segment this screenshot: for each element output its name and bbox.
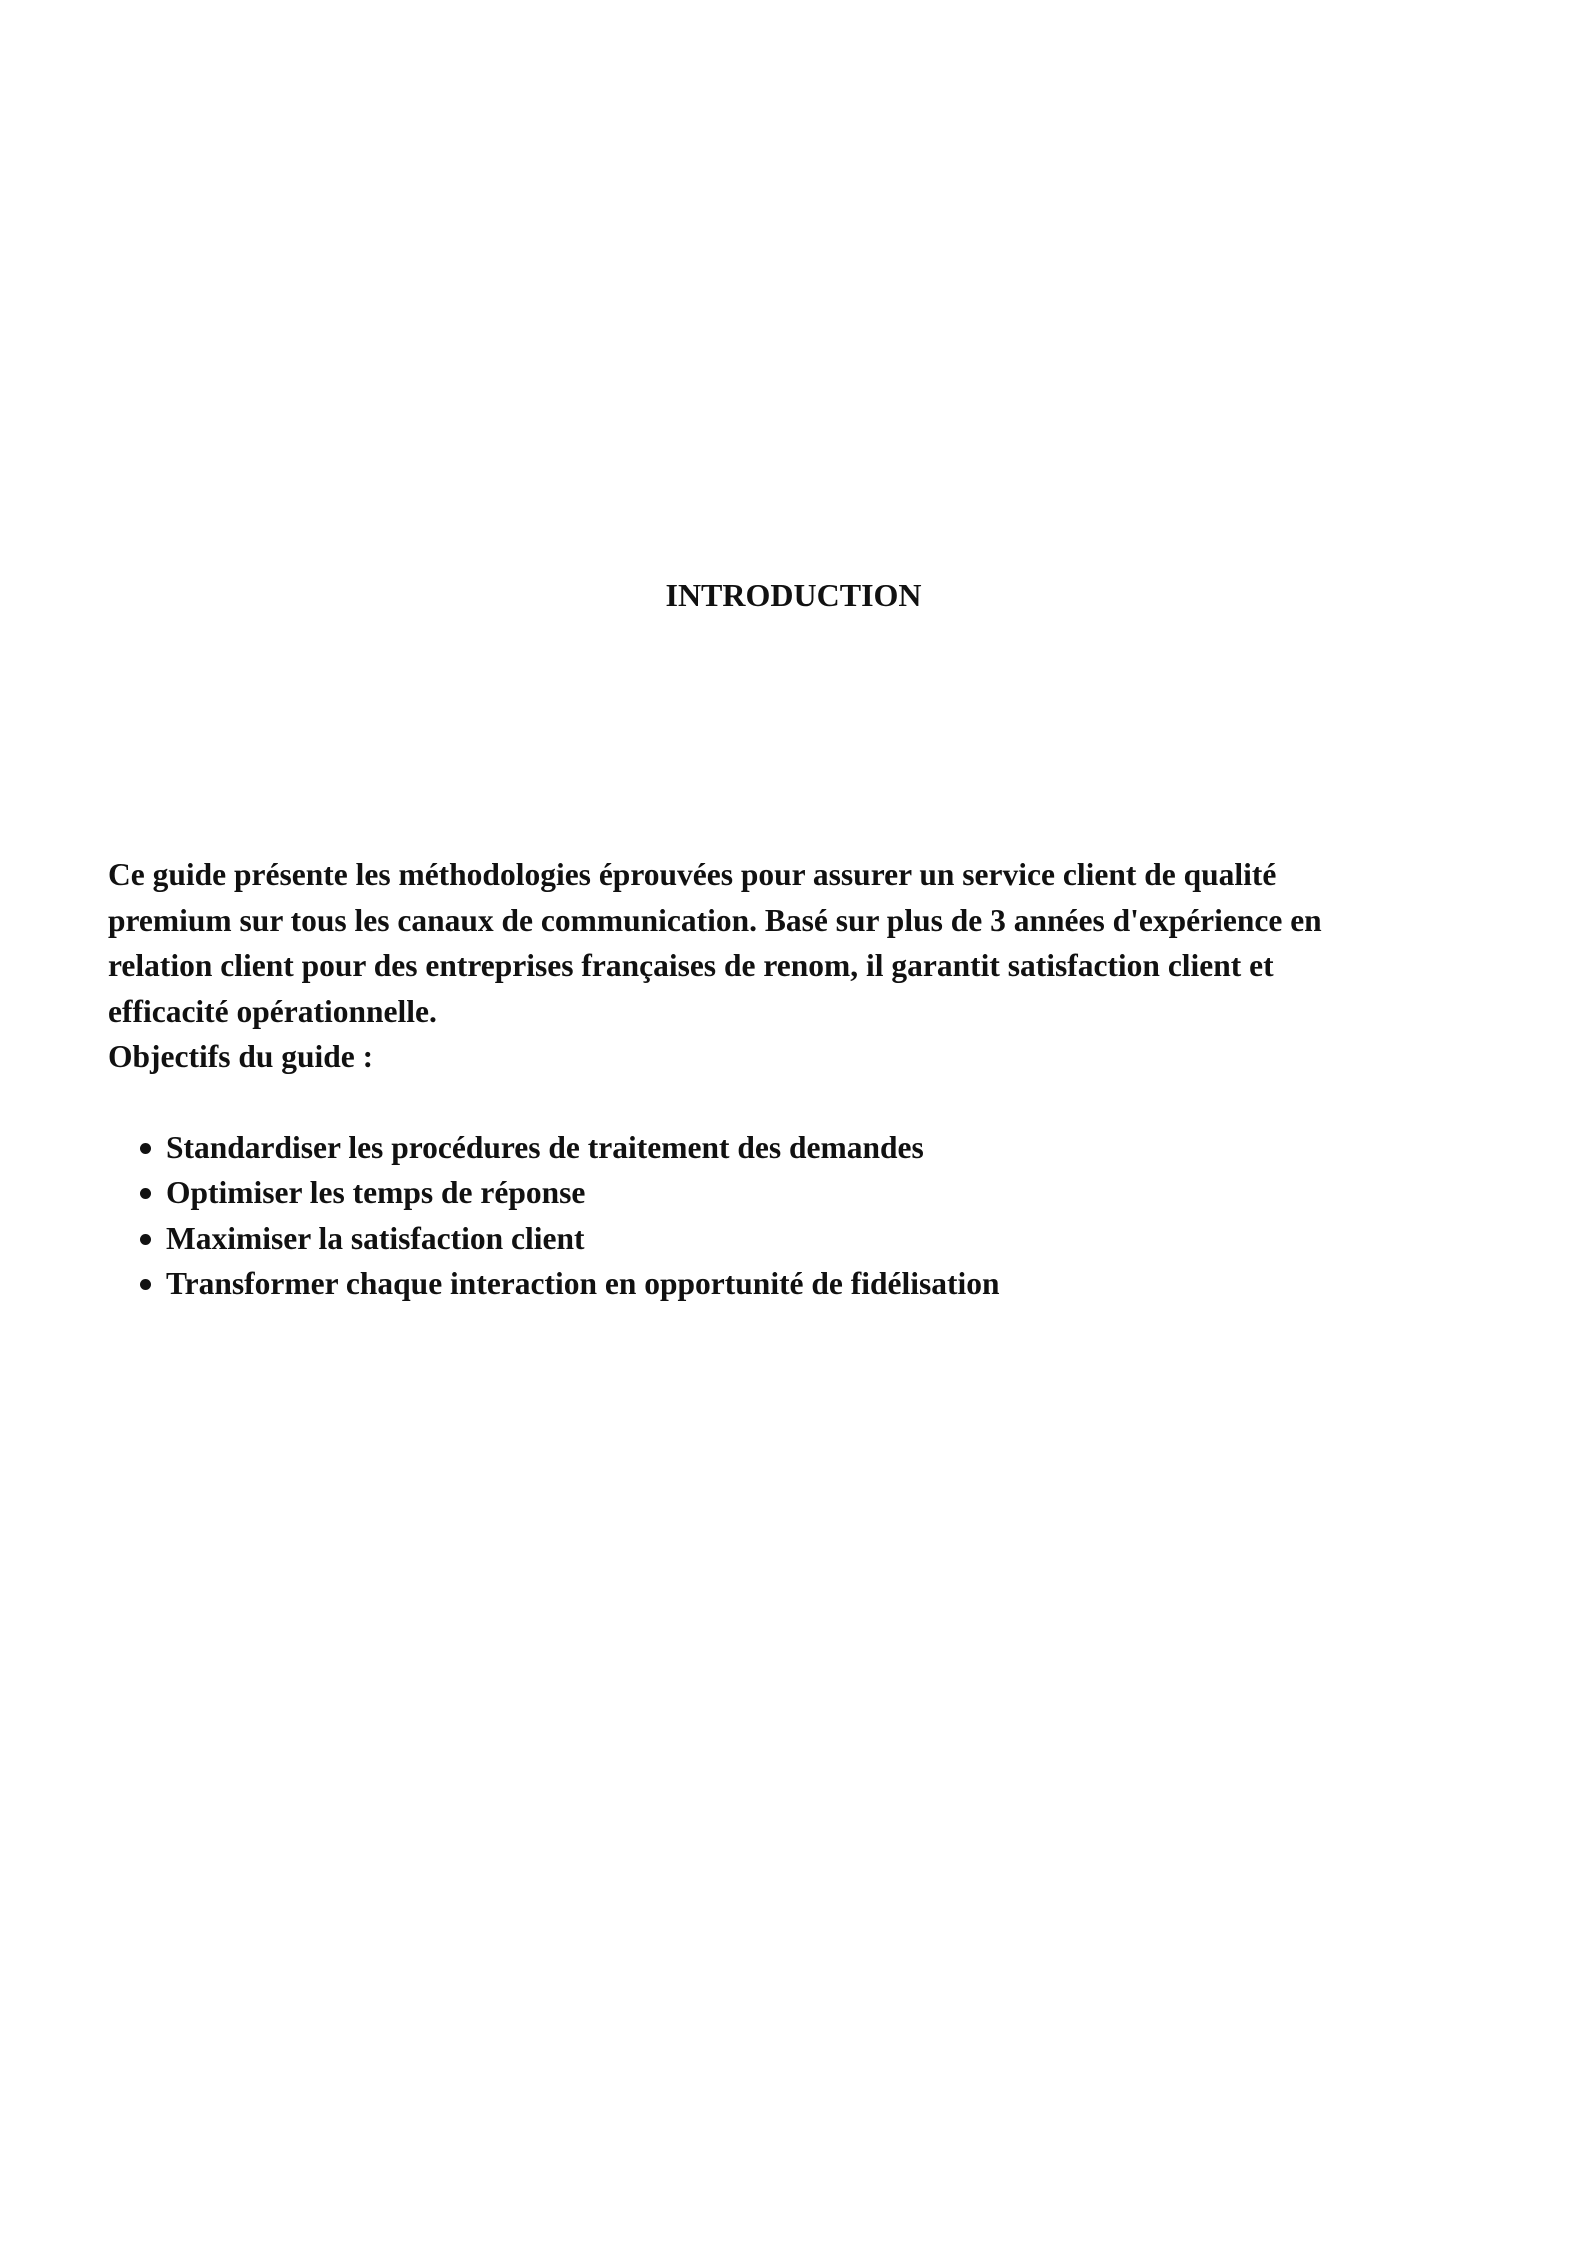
list-item-text: Transformer chaque interaction en opportunité de fidélisation — [166, 1266, 1000, 1301]
bullet-icon — [140, 1143, 151, 1154]
list-item — [108, 1170, 1488, 1216]
bullet-icon — [140, 1279, 151, 1290]
page-title: INTRODUCTION — [665, 577, 922, 613]
paragraph-line: premium sur tous les canaux de communication. Basé sur plus de 3 années d'expérience en — [108, 902, 1322, 938]
list-item-text: Optimiser les temps de réponse — [166, 1175, 586, 1210]
introduction-body — [108, 852, 1488, 1307]
paragraph-line: efficacité opérationnelle. — [108, 993, 437, 1029]
objectives-label: Objectifs du guide : — [108, 1039, 374, 1074]
list-item — [108, 1125, 1488, 1171]
list-item — [108, 1261, 1488, 1307]
objectives-list — [108, 1125, 1488, 1307]
paragraph-line: relation client pour des entreprises françaises de renom, il garantit satisfaction client et — [108, 948, 1274, 983]
list-item-text: Standardiser les procédures de traitement des demandes — [166, 1129, 924, 1165]
bullet-icon — [140, 1234, 151, 1245]
list-item-text: Maximiser la satisfaction client — [166, 1220, 585, 1256]
intro-paragraph — [108, 852, 1488, 1034]
paragraph-line: Ce guide présente les méthodologies éprouvées pour assurer un service client de qualité — [108, 857, 1277, 892]
list-item — [108, 1216, 1488, 1262]
bullet-icon — [140, 1188, 151, 1199]
